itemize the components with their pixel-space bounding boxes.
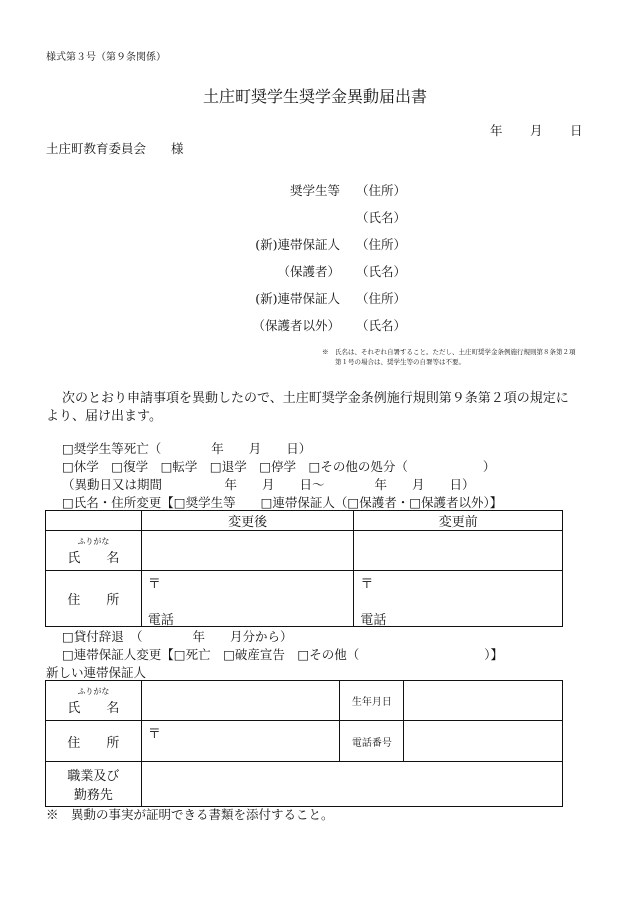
applicant-role-student: 奨学生等 (289, 183, 340, 198)
applicant-field-student-name: （氏名） (356, 210, 407, 225)
guarantor-postal-mark: 〒 (147, 727, 161, 742)
postal-mark-after: 〒 (147, 577, 161, 592)
name-before-cell[interactable] (354, 531, 563, 571)
furigana-label: ふりがな (77, 536, 110, 546)
guarantor-address-label: 住 所 (46, 721, 142, 762)
guarantor-name-cell[interactable] (141, 681, 340, 721)
phone-label-before: 電話 (360, 613, 387, 628)
checklist-item-withdrawal: □貸付辞退 （ 年 月分から） (62, 629, 293, 644)
guarantor-name-label-cell (46, 681, 142, 721)
guarantor-address-cell[interactable] (141, 721, 340, 762)
guarantor-job-label-2: 勤務先 (73, 788, 113, 803)
guarantor-phone-cell[interactable] (404, 721, 563, 762)
applicant-role-other: （保護者以外） (252, 318, 340, 333)
signature-note-2: 第１号の場合は、奨学生等の自署等は不要。 (335, 358, 465, 366)
form-label: 様式第３号（第９条関係） (46, 52, 166, 63)
applicant-field-student-address: （住所） (356, 183, 407, 198)
checklist-item-period: （異動日又は期間 年 月 日～ 年 月 日） (62, 477, 475, 492)
checklist-item-death: □奨学生等死亡（ 年 月 日） (62, 441, 312, 456)
guarantor-job-label-cell (46, 762, 142, 807)
date-month-label: 月 (530, 123, 543, 138)
date-day-label: 日 (570, 123, 583, 138)
applicant-role-guardian: （保護者） (277, 264, 340, 279)
phone-label-after: 電話 (147, 613, 174, 628)
checklist-item-status: □休学 □復学 □転学 □退学 □停学 □その他の処分（ ） (62, 459, 496, 474)
applicant-role-other-new: (新)連帯保証人 (255, 291, 340, 306)
signature-note-1: ※ 氏名は、それぞれ自署すること。ただし、土庄町奨学金条例施行規則第８条第２項 (322, 348, 576, 356)
name-label-cell (46, 531, 142, 571)
addressee: 土庄町教育委員会 様 (46, 141, 184, 156)
guarantor-name-label: 氏 名 (67, 700, 120, 716)
new-guarantor-heading: 新しい連帯保証人 (46, 665, 147, 680)
guarantor-birth-cell[interactable] (404, 681, 563, 721)
applicant-field-guardian-name: （氏名） (356, 264, 407, 279)
header-before: 変更前 (354, 511, 563, 531)
guarantor-furigana-label: ふりがな (77, 686, 110, 696)
checklist-item-guarantor-change: □連帯保証人変更【□死亡 □破産宣告 □その他（ ）】 (62, 647, 503, 662)
address-before-cell[interactable] (354, 571, 563, 627)
header-after: 変更後 (141, 511, 354, 531)
postal-mark-before: 〒 (360, 577, 374, 592)
applicant-field-guardian-address: （住所） (356, 237, 407, 252)
guarantor-job-label-1: 職業及び (67, 769, 120, 784)
applicant-field-other-address: （住所） (356, 291, 407, 306)
footer-note: ※ 異動の事実が証明できる書類を添付すること。 (46, 807, 334, 822)
page-title: 土庄町奨学生奨学金異動届出書 (202, 87, 427, 106)
date-year-label: 年 (490, 123, 503, 138)
body-line-2: より、届け出ます。 (46, 409, 162, 424)
name-after-cell[interactable] (141, 531, 354, 571)
name-label: 氏 名 (67, 550, 120, 566)
guarantor-job-cell[interactable] (141, 762, 562, 807)
change-table (45, 510, 563, 627)
address-after-cell[interactable] (141, 571, 354, 627)
guarantor-birth-label: 生年月日 (340, 681, 404, 721)
checklist-item-name-address: □氏名・住所変更【□奨学生等 □連帯保証人（□保護者・□保護者以外）】 (62, 495, 503, 510)
address-label: 住 所 (46, 571, 142, 627)
body-line-1: 次のとおり申請事項を異動したので、土庄町奨学金条例施行規則第９条第２項の規定に (62, 391, 569, 406)
applicant-field-other-name: （氏名） (356, 318, 407, 333)
guarantor-phone-label: 電話番号 (340, 721, 404, 762)
applicant-role-guardian-new: (新)連帯保証人 (255, 237, 340, 252)
new-guarantor-table (45, 680, 563, 807)
change-table-corner (46, 511, 142, 531)
